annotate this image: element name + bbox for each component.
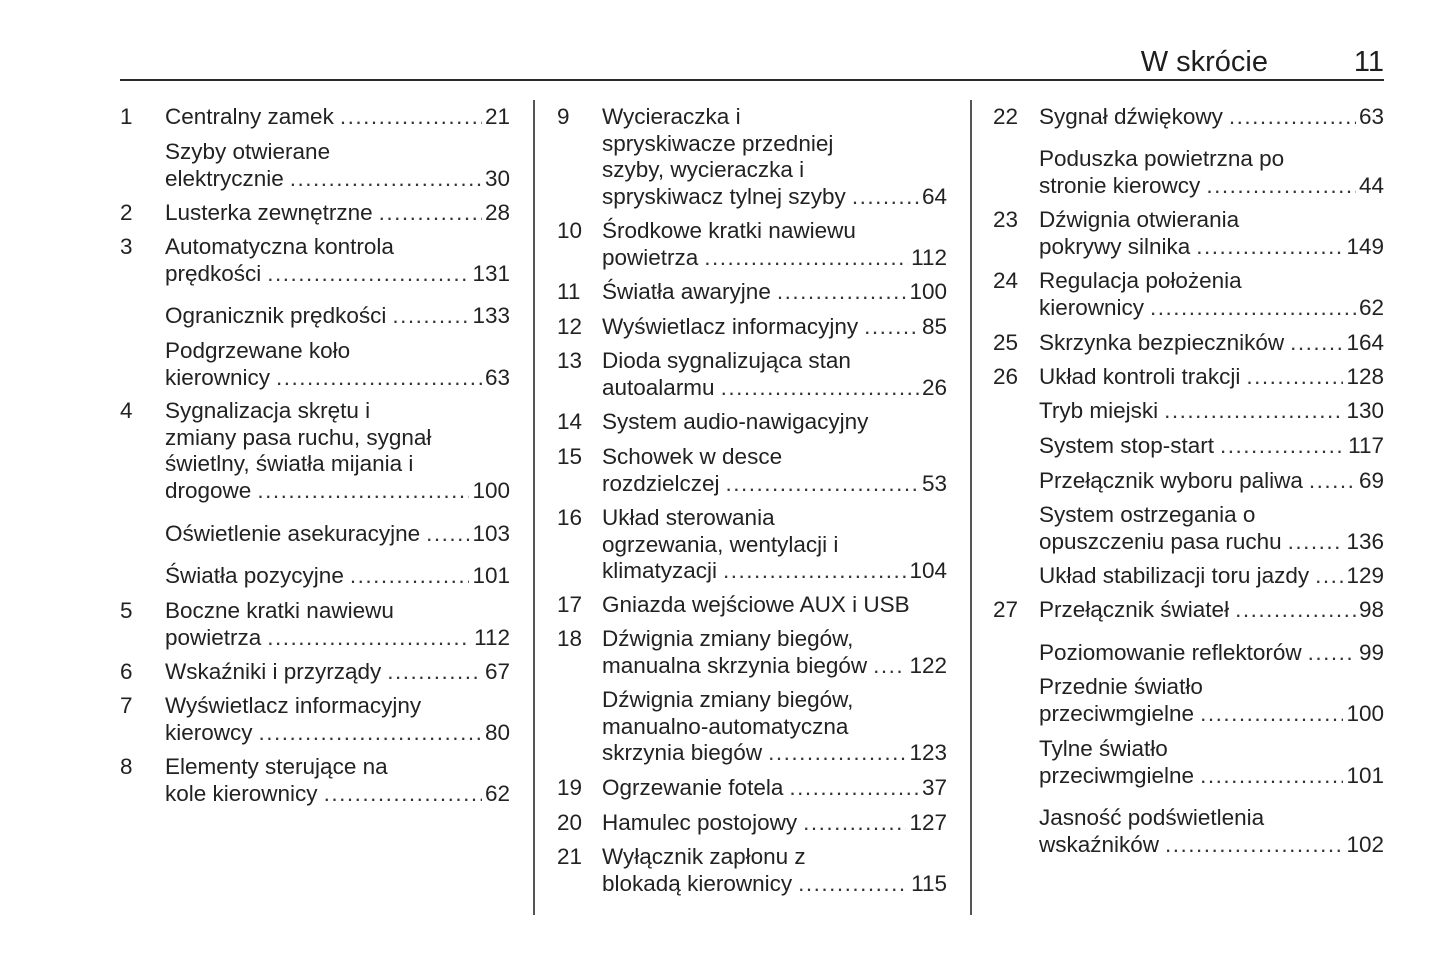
entry-text-line: autoalarmu xyxy=(602,374,715,400)
entry-text-line: Regulacja położenia xyxy=(1039,268,1242,293)
entry-text-line: Wskaźniki i przyrządy xyxy=(165,659,382,684)
entry-text-line: Sygnał dźwiękowy xyxy=(1039,104,1223,129)
entry-number: 13 xyxy=(557,348,583,373)
index-entry xyxy=(993,268,1384,321)
dot-leader xyxy=(1246,364,1343,391)
dot-leader xyxy=(721,375,919,402)
dot-leader xyxy=(392,303,469,330)
entry-text-line: drogowe xyxy=(165,477,252,503)
dot-leader xyxy=(379,200,482,227)
dot-leader xyxy=(340,104,482,131)
index-entry xyxy=(120,598,510,651)
entry-text-line: kierownicy xyxy=(165,364,271,390)
dot-leader xyxy=(426,521,469,548)
entry-text-line: Sygnalizacja skrętu i xyxy=(165,398,371,423)
page-reference: 30 xyxy=(484,165,510,191)
page-reference: 28 xyxy=(484,200,510,225)
page-reference: 136 xyxy=(1346,528,1384,554)
entry-text-line: Centralny zamek xyxy=(165,104,334,129)
index-entry xyxy=(557,687,947,767)
index-entry xyxy=(993,640,1384,667)
entry-number: 25 xyxy=(993,330,1019,355)
dot-leader xyxy=(1315,563,1343,590)
index-entry xyxy=(557,810,947,837)
index-entry xyxy=(120,104,510,131)
entry-number: 17 xyxy=(557,592,583,617)
page-reference: 100 xyxy=(472,477,510,503)
entry-text-line: System audio-nawigacyjny xyxy=(602,409,869,434)
dot-leader xyxy=(1164,398,1343,425)
page-reference: 80 xyxy=(484,719,510,745)
entry-text-line: wskaźników xyxy=(1039,831,1160,857)
entry-text-line: powietrza xyxy=(165,624,262,650)
dot-leader xyxy=(350,563,470,590)
dot-leader xyxy=(873,653,906,680)
dot-leader xyxy=(1220,433,1345,460)
entry-text-line: skrzynia biegów xyxy=(602,740,763,765)
dot-leader xyxy=(276,365,482,392)
entry-text-line: System ostrzegania o xyxy=(1039,502,1256,527)
dot-leader xyxy=(1200,763,1343,790)
entry-number: 22 xyxy=(993,104,1019,129)
entry-text-line: pokrywy silnika xyxy=(1039,233,1191,259)
entry-text-line: Schowek w desce xyxy=(602,444,783,469)
page-reference: 99 xyxy=(1358,640,1384,665)
index-entry xyxy=(557,409,947,436)
page-reference: 164 xyxy=(1346,330,1384,355)
index-entry xyxy=(993,433,1384,460)
index-entry xyxy=(557,592,947,619)
dot-leader xyxy=(1288,529,1344,556)
dot-leader xyxy=(1150,295,1356,322)
entry-text-line: Jasność podświetlenia xyxy=(1039,805,1265,830)
dot-leader xyxy=(1229,104,1356,131)
page-reference: 112 xyxy=(474,624,510,650)
dot-leader xyxy=(1200,701,1343,728)
column-divider-1 xyxy=(533,100,535,915)
index-entry xyxy=(993,468,1384,495)
entry-text-line: Ogranicznik prędkości xyxy=(165,303,387,328)
entry-text-line: Wycieraczka i xyxy=(602,104,741,129)
entry-number: 8 xyxy=(120,754,133,779)
entry-text-line: elektrycznie xyxy=(165,165,284,191)
entry-text-line: Poziomowanie reflektorów xyxy=(1039,640,1302,665)
entry-text-line: Ogrzewanie fotela xyxy=(602,775,784,800)
entry-number: 9 xyxy=(557,104,570,129)
index-entry xyxy=(120,338,510,391)
page-reference: 122 xyxy=(909,652,947,678)
dot-leader xyxy=(723,558,906,585)
dot-leader xyxy=(1196,234,1343,261)
entry-number: 14 xyxy=(557,409,583,434)
page-reference: 69 xyxy=(1358,468,1384,493)
entry-text-line: Skrzynka bezpieczników xyxy=(1039,330,1285,355)
entry-text-line: kole kierownicy xyxy=(165,780,318,806)
entry-number: 18 xyxy=(557,626,583,651)
entry-text-line: Światła awaryjne xyxy=(602,279,771,304)
entry-text-line: ogrzewania, wentylacji i xyxy=(602,531,839,557)
entry-text-line: Gniazda wejściowe AUX i USB xyxy=(602,592,910,617)
page-number: 11 xyxy=(1353,46,1384,78)
page-reference: 100 xyxy=(1346,700,1384,726)
entry-text-line: Wyświetlacz informacyjny xyxy=(602,314,859,339)
entry-text-line: Przełącznik wyboru paliwa xyxy=(1039,468,1303,493)
index-entry xyxy=(557,218,947,271)
entry-text-line: Układ sterowania xyxy=(602,505,775,530)
entry-number: 11 xyxy=(557,279,581,304)
index-entry xyxy=(993,502,1384,555)
index-entry xyxy=(557,104,947,210)
page-reference: 104 xyxy=(909,558,947,583)
index-entry xyxy=(120,563,510,590)
index-entry xyxy=(993,736,1384,789)
entry-number: 4 xyxy=(120,398,133,423)
entry-number: 15 xyxy=(557,444,583,469)
entry-number: 16 xyxy=(557,505,583,530)
entry-text-line: stronie kierowcy xyxy=(1039,172,1201,198)
index-entry xyxy=(993,805,1384,858)
entry-text-line: rozdzielczej xyxy=(602,470,720,496)
entry-text-line: Oświetlenie asekuracyjne xyxy=(165,521,421,546)
index-entry xyxy=(557,348,947,401)
page-reference: 63 xyxy=(1358,104,1384,129)
entry-text-line: System stop-start xyxy=(1039,433,1215,458)
entry-number: 6 xyxy=(120,659,133,684)
header-divider xyxy=(120,79,1384,81)
entry-text-line: spryskiwacz tylnej szyby xyxy=(602,183,846,209)
page-reference: 123 xyxy=(909,740,947,765)
dot-leader xyxy=(789,775,919,802)
page-reference: 101 xyxy=(1346,762,1384,788)
entry-text-line: kierownicy xyxy=(1039,294,1145,320)
dot-leader xyxy=(864,314,919,341)
entry-text-line: kierowcy xyxy=(165,719,253,745)
entry-text-line: Dźwignia zmiany biegów, xyxy=(602,687,854,712)
entry-number: 23 xyxy=(993,207,1019,232)
entry-number: 19 xyxy=(557,775,583,800)
entry-text-line: Wyświetlacz informacyjny xyxy=(165,693,422,718)
page-reference: 64 xyxy=(921,183,947,209)
entry-number: 24 xyxy=(993,268,1019,293)
entry-text-line: Światła pozycyjne xyxy=(165,563,344,588)
dot-leader xyxy=(259,720,482,747)
index-entry xyxy=(120,200,510,227)
page-reference: 149 xyxy=(1346,233,1384,259)
page-reference: 103 xyxy=(472,521,510,546)
page-reference: 26 xyxy=(921,374,947,400)
entry-text-line: Elementy sterujące na xyxy=(165,754,388,779)
entry-text-line: Szyby otwierane xyxy=(165,139,331,164)
page-reference: 62 xyxy=(1358,294,1384,320)
index-entry xyxy=(993,674,1384,727)
index-entry xyxy=(120,659,510,686)
index-entry xyxy=(557,505,947,585)
entry-number: 12 xyxy=(557,314,583,339)
entry-text-line: klimatyzacji xyxy=(602,558,718,583)
entry-text-line: manualno-automatyczna xyxy=(602,713,849,739)
dot-leader xyxy=(1206,173,1356,200)
entry-text-line: Tryb miejski xyxy=(1039,398,1159,423)
index-entry xyxy=(557,279,947,306)
dot-leader xyxy=(803,810,906,837)
page-reference: 127 xyxy=(909,810,947,835)
page-reference: 98 xyxy=(1358,597,1384,622)
index-entry xyxy=(120,754,510,807)
entry-text-line: Poduszka powietrzna po xyxy=(1039,146,1285,171)
entry-text-line: Hamulec postojowy xyxy=(602,810,798,835)
dot-leader xyxy=(1309,468,1356,495)
entry-text-line: Automatyczna kontrola xyxy=(165,234,394,259)
dot-leader xyxy=(267,261,469,288)
entry-text-line: Dioda sygnalizująca stan xyxy=(602,348,851,373)
entry-text-line: przeciwmgielne xyxy=(1039,700,1195,726)
page-reference: 131 xyxy=(472,260,510,286)
index-entry xyxy=(120,139,510,192)
index-entry xyxy=(120,521,510,548)
entry-text-line: szyby, wycieraczka i xyxy=(602,157,805,182)
entry-number: 10 xyxy=(557,218,583,243)
index-entry xyxy=(993,104,1384,131)
index-entry xyxy=(557,844,947,897)
dot-leader xyxy=(798,871,908,898)
entry-text-line: świetlny, światła mijania i xyxy=(165,451,414,476)
entry-text-line: Przełącznik świateł xyxy=(1039,597,1230,622)
entry-text-line: manualna skrzynia biegów xyxy=(602,652,868,678)
entry-number: 3 xyxy=(120,234,133,259)
entry-number: 5 xyxy=(120,598,133,623)
entry-text-line: Tylne światło xyxy=(1039,736,1168,761)
entry-number: 21 xyxy=(557,844,583,869)
entry-text-line: Podgrzewane koło xyxy=(165,338,351,363)
index-entry xyxy=(557,775,947,802)
entry-text-line: spryskiwacze przedniej xyxy=(602,130,834,156)
entry-text-line: Środkowe kratki nawiewu xyxy=(602,218,856,243)
dot-leader xyxy=(704,245,908,272)
index-entry xyxy=(120,234,510,287)
page-reference: 130 xyxy=(1346,398,1384,423)
page-reference: 133 xyxy=(472,303,510,328)
page-reference: 117 xyxy=(1348,433,1384,458)
dot-leader xyxy=(768,740,906,767)
index-entry xyxy=(120,398,510,504)
dot-leader xyxy=(1308,640,1356,667)
entry-number: 2 xyxy=(120,200,133,225)
entry-text-line: Układ kontroli trakcji xyxy=(1039,364,1241,389)
index-entry xyxy=(993,207,1384,260)
page-reference: 21 xyxy=(484,104,510,129)
dot-leader xyxy=(777,279,907,306)
page-reference: 85 xyxy=(921,314,947,339)
entry-text-line: prędkości xyxy=(165,260,262,286)
page-reference: 44 xyxy=(1358,172,1384,198)
page-reference: 53 xyxy=(921,470,947,496)
entry-text-line: Wyłącznik zapłonu z xyxy=(602,844,806,869)
entry-text-line: Dźwignia zmiany biegów, xyxy=(602,626,854,651)
entry-text-line: opuszczeniu pasa ruchu xyxy=(1039,528,1282,554)
dot-leader xyxy=(852,184,919,211)
section-title: W skrócie xyxy=(1140,46,1268,78)
index-entry xyxy=(120,303,510,330)
page-reference: 100 xyxy=(909,279,947,304)
index-entry xyxy=(993,563,1384,590)
dot-leader xyxy=(726,471,919,498)
page-reference: 128 xyxy=(1346,364,1384,389)
entry-text-line: przeciwmgielne xyxy=(1039,762,1195,788)
index-entry xyxy=(993,146,1384,199)
entry-text-line: Lusterka zewnętrzne xyxy=(165,200,373,225)
index-entry xyxy=(993,330,1384,357)
index-entry xyxy=(557,314,947,341)
entry-text-line: Układ stabilizacji toru jazdy xyxy=(1039,563,1310,588)
index-entry xyxy=(993,398,1384,425)
page-reference: 112 xyxy=(911,244,947,270)
index-entry xyxy=(557,444,947,497)
index-entry xyxy=(120,693,510,746)
entry-number: 1 xyxy=(120,104,133,129)
entry-number: 26 xyxy=(993,364,1019,389)
page-reference: 63 xyxy=(484,364,510,390)
dot-leader xyxy=(290,166,482,193)
page-reference: 62 xyxy=(484,780,510,806)
entry-number: 7 xyxy=(120,693,133,718)
dot-leader xyxy=(387,659,482,686)
index-entry xyxy=(993,597,1384,624)
entry-text-line: Dźwignia otwierania xyxy=(1039,207,1240,232)
entry-text-line: powietrza xyxy=(602,244,699,270)
dot-leader xyxy=(1235,597,1356,624)
index-entry xyxy=(993,364,1384,391)
index-entry xyxy=(557,626,947,679)
entry-number: 27 xyxy=(993,597,1019,622)
page-reference: 129 xyxy=(1346,563,1384,588)
entry-number: 20 xyxy=(557,810,583,835)
entry-text-line: Boczne kratki nawiewu xyxy=(165,598,394,623)
page-reference: 37 xyxy=(921,775,947,800)
entry-text-line: Przednie światło xyxy=(1039,674,1203,699)
dot-leader xyxy=(324,781,482,808)
dot-leader xyxy=(257,478,469,505)
page-reference: 115 xyxy=(911,870,947,896)
dot-leader xyxy=(267,625,471,652)
dot-leader xyxy=(1290,330,1343,357)
page-reference: 102 xyxy=(1346,831,1384,857)
page-reference: 67 xyxy=(484,659,510,684)
page-reference: 101 xyxy=(472,563,510,588)
entry-text-line: blokadą kierownicy xyxy=(602,870,793,896)
entry-text-line: zmiany pasa ruchu, sygnał xyxy=(165,424,432,450)
dot-leader xyxy=(1165,832,1343,859)
column-divider-2 xyxy=(970,100,972,915)
